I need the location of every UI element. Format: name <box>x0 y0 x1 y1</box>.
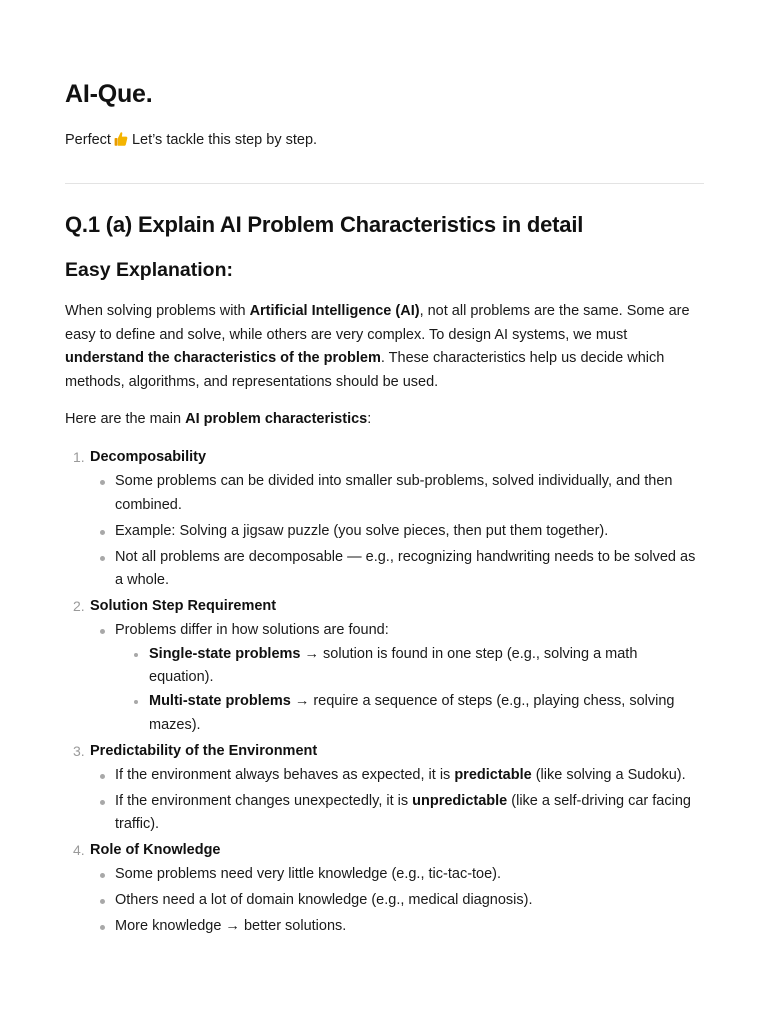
item-title: Role of Knowledge <box>90 842 221 858</box>
bullet-text: Problems differ in how solutions are found: <box>115 622 389 638</box>
bullet-item: Example: Solving a jigsaw puzzle (you solve pieces, then put them together). <box>115 520 705 544</box>
section-divider <box>65 183 704 184</box>
bullet-list <box>90 470 705 593</box>
bullet-text: If the environment always behaves as expected, it is <box>115 766 455 783</box>
item-number: 4. <box>73 842 85 858</box>
explanation-paragraph <box>65 300 705 394</box>
bullet-item <box>115 619 705 737</box>
bullet-item: Others need a lot of domain knowledge (e.g., medical diagnosis). <box>115 889 705 913</box>
list-item <box>65 595 705 737</box>
sub-bullet-list <box>115 643 705 738</box>
para-text: . These characteristics help us decide which methods, algorithms, and representations should be used. <box>65 350 665 390</box>
document-title: AI-Que. <box>65 80 153 108</box>
bullet-list <box>90 863 705 939</box>
lead-text: Here are the main <box>65 411 186 427</box>
bullet-item: More knowledge → better solutions. <box>115 915 705 939</box>
sub-bullet-text: → solution is found in one step (e.g., solving a math equation). <box>149 645 638 685</box>
sub-bullet-item <box>149 690 705 737</box>
sub-bullet-bold: Single-state problems <box>149 645 301 662</box>
list-item <box>65 839 705 939</box>
sub-bullet-text: → require a sequence of steps (e.g., playing chess, solving mazes). <box>149 693 675 733</box>
bullet-bold: predictable <box>454 766 532 783</box>
para-bold: understand the characteristics of the problem <box>65 350 381 366</box>
para-text: When solving problems with <box>65 303 250 319</box>
bullet-item <box>115 790 705 837</box>
sub-bullet-bold: Multi-state problems <box>149 693 291 709</box>
lead-sentence <box>65 408 371 431</box>
intro-text-before: Perfect <box>65 132 111 148</box>
item-number: 1. <box>73 449 85 465</box>
bullet-item <box>115 764 705 788</box>
intro-line <box>65 131 317 148</box>
lead-bold: AI problem characteristics <box>185 411 368 427</box>
question-title: Q.1 (a) Explain AI Problem Characteristics in detail <box>65 212 584 237</box>
bullet-item: Some problems need very little knowledge (e.g., tic-tac-toe). <box>115 863 705 887</box>
bullet-list <box>90 764 705 837</box>
bullet-text: (like solving a Sudoku). <box>531 766 686 783</box>
bullet-item: Not all problems are decomposable — e.g., recognizing handwriting needs to be solved as a whole. <box>115 546 705 593</box>
intro-text-after: Let’s tackle this step by step. <box>131 132 318 148</box>
sub-bullet-item <box>149 643 705 690</box>
bullet-text: If the environment changes unexpectedly, it is <box>115 792 413 809</box>
bullet-text: (like a self-driving car facing traffic). <box>115 792 691 832</box>
item-number: 3. <box>73 742 85 759</box>
list-item <box>65 446 705 593</box>
list-item <box>65 740 705 837</box>
item-title: Predictability of the Environment <box>90 742 318 759</box>
bullet-item: Some problems can be divided into smaller sub-problems, solved individually, and then combined. <box>115 470 705 517</box>
para-bold: Artificial Intelligence (AI) <box>249 303 420 319</box>
bullet-list <box>90 619 705 737</box>
item-title: Solution Step Requirement <box>90 598 277 614</box>
characteristics-list <box>65 446 705 941</box>
item-number: 2. <box>73 598 85 614</box>
thumbs-up-icon <box>114 131 128 147</box>
lead-text: : <box>367 411 372 427</box>
bullet-bold: unpredictable <box>412 792 508 809</box>
para-text: , not all problems are the same. Some are easy to define and solve, while others are very complex. To design AI systems, we must <box>65 303 690 343</box>
item-title: Decomposability <box>90 449 207 465</box>
section-subtitle: Easy Explanation: <box>65 259 233 281</box>
